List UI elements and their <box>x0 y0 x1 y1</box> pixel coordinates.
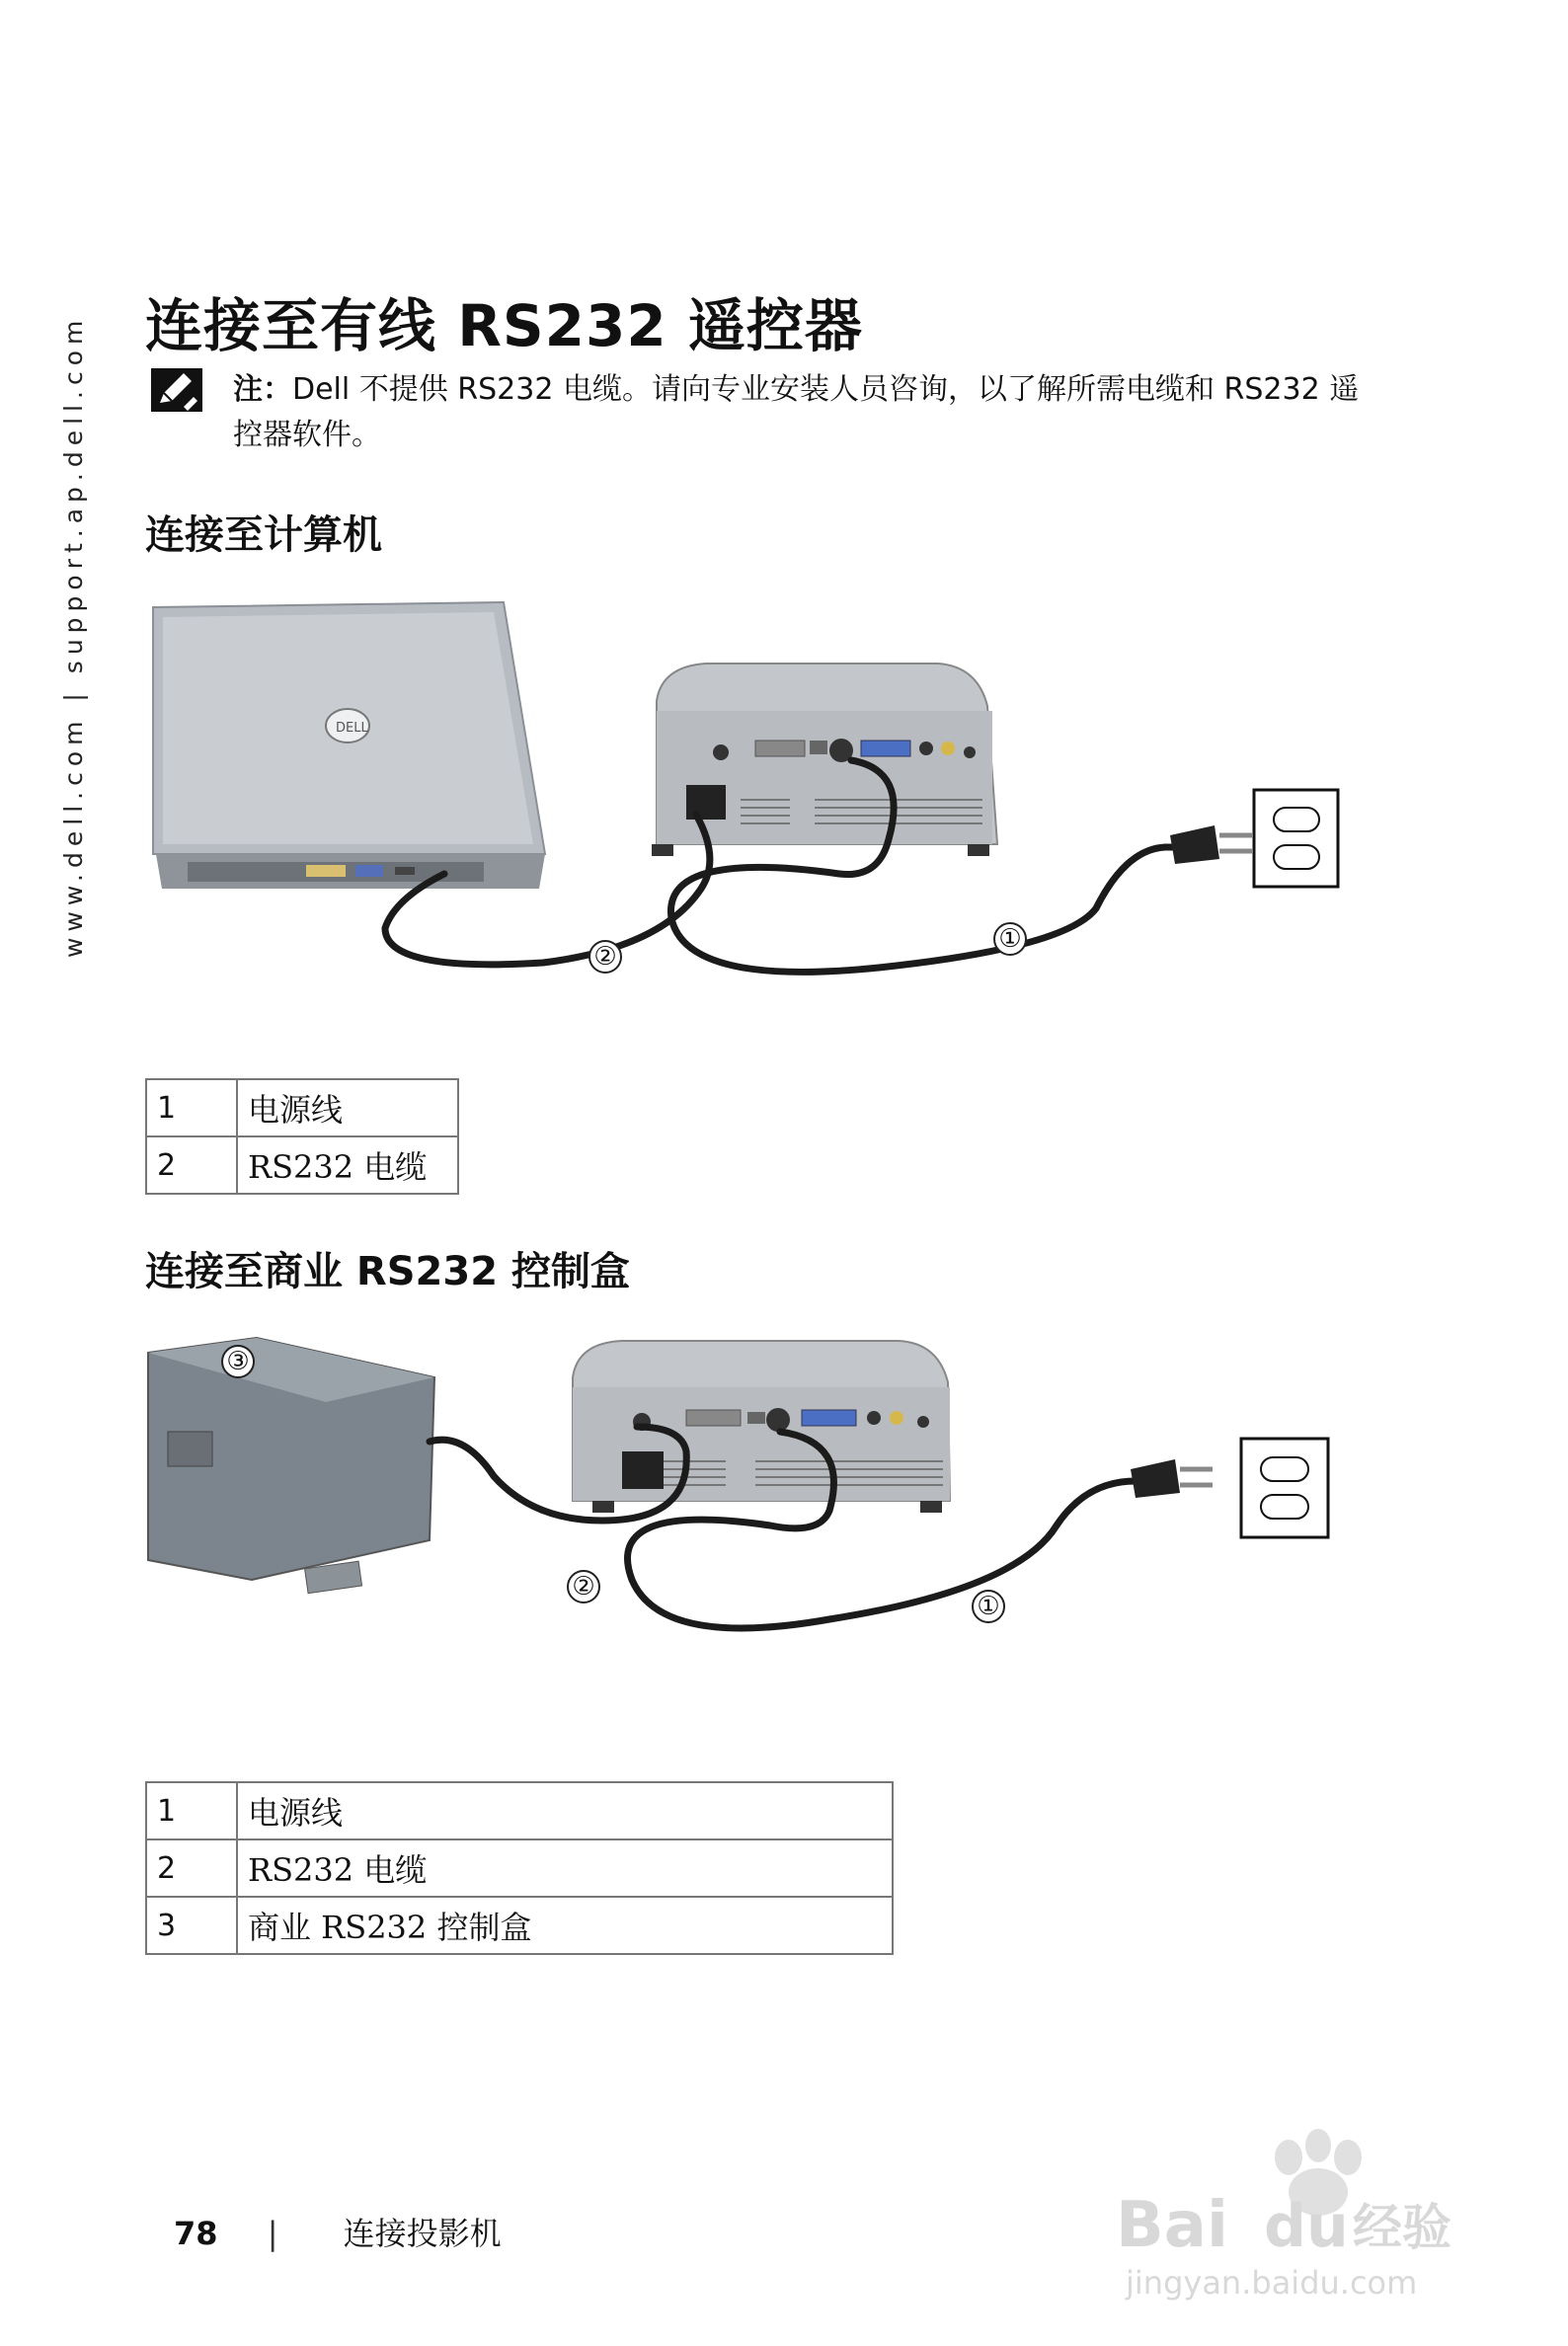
legend-num: 2 <box>146 1839 237 1897</box>
legend-table-1 <box>145 1078 459 1195</box>
baidu-jingyan-watermark <box>1116 2118 1491 2306</box>
legend-text: RS232 电缆 <box>237 1839 893 1897</box>
callout-2: ② <box>588 940 622 974</box>
control-box-illustration <box>148 1338 434 1594</box>
legend-text: RS232 电缆 <box>237 1136 458 1194</box>
note-label: 注： <box>233 372 292 407</box>
computer-connection-figure <box>148 592 1363 987</box>
section1-heading: 连接至计算机 <box>145 512 382 558</box>
control-box-connection-figure <box>138 1323 1363 1649</box>
watermark-label: 经验 <box>1353 2199 1451 2256</box>
note-pencil-icon <box>150 367 203 413</box>
projector-illustration <box>573 1341 950 1513</box>
wall-outlet <box>1254 790 1338 887</box>
table-row <box>146 1136 458 1194</box>
table-row <box>146 1079 458 1136</box>
callout-2: ② <box>567 1570 600 1603</box>
legend-text: 电源线 <box>237 1079 458 1136</box>
table-row <box>146 1782 893 1839</box>
watermark-brand2: du <box>1264 2192 1349 2261</box>
wall-outlet <box>1241 1439 1328 1537</box>
page-title: 连接至有线 RS232 遥控器 <box>145 292 863 359</box>
legend-num: 3 <box>146 1897 237 1954</box>
note <box>233 367 1369 458</box>
callout-3: ③ <box>221 1345 255 1378</box>
note-text: Dell 不提供 RS232 电缆。请向专业安装人员咨询，以了解所需电缆和 RS232 遥控器软件。 <box>233 372 1360 452</box>
page-footer <box>174 2209 502 2254</box>
watermark-url: jingyan.baidu.com <box>1126 2264 1418 2302</box>
side-url: www.dell.com | support.ap.dell.com <box>59 314 88 958</box>
legend-num: 2 <box>146 1136 237 1194</box>
table-row <box>146 1839 893 1897</box>
legend-text: 电源线 <box>237 1782 893 1839</box>
watermark-brand: Bai <box>1116 2189 1228 2262</box>
svg-text:DELL: DELL <box>336 721 368 736</box>
section2-heading: 连接至商业 RS232 控制盒 <box>145 1249 630 1294</box>
legend-text: 商业 RS232 控制盒 <box>237 1897 893 1954</box>
callout-1: ① <box>972 1590 1005 1623</box>
power-plug <box>1170 825 1252 864</box>
page-number: 78 <box>174 2215 218 2252</box>
footer-separator: | <box>267 2215 278 2252</box>
power-plug <box>1131 1459 1213 1498</box>
legend-table-2 <box>145 1781 894 1955</box>
table-row <box>146 1897 893 1954</box>
callout-1: ① <box>993 922 1027 956</box>
chapter-title: 连接投影机 <box>343 2215 502 2252</box>
laptop-illustration <box>153 602 545 889</box>
legend-num: 1 <box>146 1782 237 1839</box>
legend-num: 1 <box>146 1079 237 1136</box>
